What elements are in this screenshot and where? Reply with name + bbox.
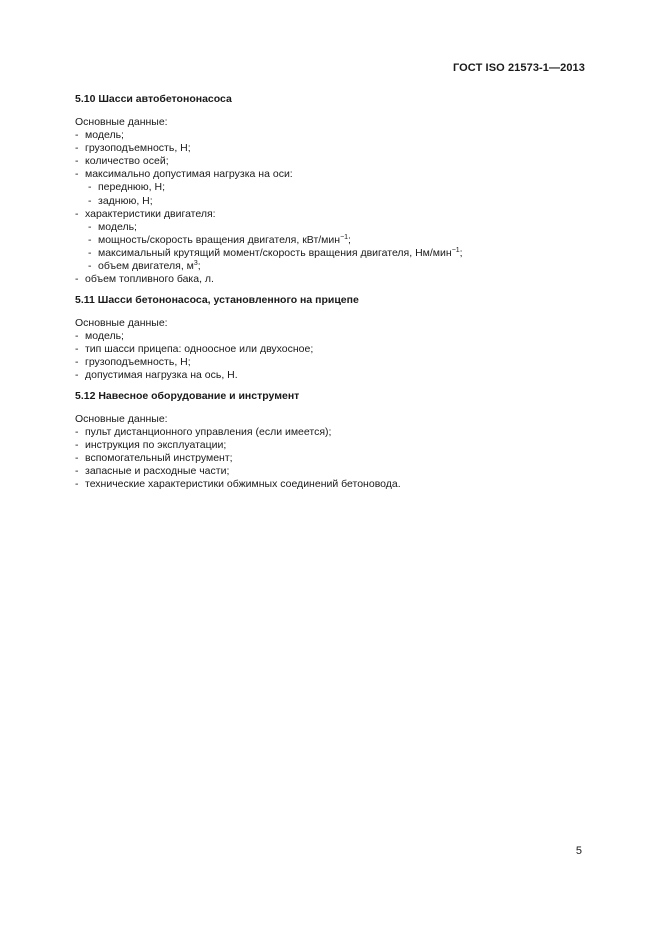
list-dash: - — [75, 465, 79, 478]
list-dash: - — [88, 194, 92, 207]
list-dash: - — [88, 181, 92, 194]
list-item-text: мощность/скорость вращения двигателя, кВт/мин — [98, 233, 341, 246]
list-item — [75, 465, 595, 478]
list-item-text: характеристики двигателя: — [85, 207, 216, 220]
list-item — [75, 208, 595, 273]
data-list — [75, 426, 595, 491]
sub-list — [75, 181, 595, 207]
section-5-11 — [75, 294, 595, 382]
list-dash: - — [75, 356, 79, 369]
list-item — [75, 343, 595, 356]
punctuation: ; — [459, 246, 463, 259]
punctuation: ; — [197, 260, 201, 273]
sub-list-item — [88, 260, 595, 273]
list-item — [75, 142, 595, 155]
list-item — [75, 478, 595, 491]
sub-list — [75, 221, 595, 273]
list-dash: - — [75, 155, 79, 168]
list-item-text: допустимая нагрузка на ось, Н. — [85, 369, 238, 382]
list-item-text: запасные и расходные части; — [85, 465, 230, 478]
list-item-text: технические характеристики обжимных соединений бетоновода. — [85, 478, 401, 491]
list-item — [75, 273, 595, 286]
punctuation: ; — [348, 233, 351, 246]
sub-list-item — [88, 195, 595, 208]
section-intro: Основные данные: — [75, 317, 168, 329]
list-dash: - — [75, 330, 79, 343]
list-item-text: вспомогательный инструмент; — [85, 452, 233, 465]
section-5-10 — [75, 93, 595, 286]
list-dash: - — [88, 233, 92, 246]
list-item-text: объем двигателя, м — [98, 260, 194, 273]
section-title: 5.10 Шасси автобетононасоса — [75, 93, 232, 105]
list-dash: - — [75, 369, 79, 382]
list-item-text: тип шасси прицепа: одноосное или двухосное; — [85, 343, 314, 356]
list-dash: - — [75, 142, 79, 155]
section-intro: Основные данные: — [75, 116, 168, 128]
list-dash: - — [75, 129, 79, 142]
list-dash: - — [88, 220, 92, 233]
list-item — [75, 452, 595, 465]
list-item-text: заднюю, Н; — [98, 194, 153, 207]
sub-list-item — [88, 234, 595, 247]
superscript: −1 — [451, 246, 460, 254]
list-dash: - — [75, 439, 79, 452]
list-item-text: объем топливного бака, л. — [85, 273, 214, 286]
list-item-text: модель; — [98, 220, 137, 233]
list-item-text: пульт дистанционного управления (если имеется); — [85, 426, 332, 439]
list-dash: - — [75, 207, 79, 220]
list-dash: - — [75, 168, 79, 181]
list-item-text: максимально допустимая нагрузка на оси: — [85, 168, 293, 181]
list-item — [75, 356, 595, 369]
page-number: 5 — [575, 845, 582, 857]
list-item-text: модель; — [85, 129, 124, 142]
list-item-text: максимальный крутящий момент/скорость вращения двигателя, Нм/мин — [98, 246, 452, 259]
list-item — [75, 155, 595, 168]
list-dash: - — [88, 246, 92, 259]
superscript: 3 — [193, 260, 198, 268]
data-list — [75, 330, 595, 382]
list-item-text: грузоподъемность, Н; — [85, 142, 191, 155]
section-title: 5.12 Навесное оборудование и инструмент — [75, 390, 300, 402]
superscript: −1 — [340, 233, 349, 241]
section-intro: Основные данные: — [75, 413, 168, 425]
list-item — [75, 426, 595, 439]
list-item-text: количество осей; — [85, 155, 169, 168]
list-item-text: модель; — [85, 330, 124, 343]
data-list — [75, 129, 595, 286]
list-item — [75, 439, 595, 452]
sub-list-item — [88, 181, 595, 194]
list-item — [75, 330, 595, 343]
list-item — [75, 129, 595, 142]
list-dash: - — [75, 452, 79, 465]
list-dash: - — [75, 478, 79, 491]
list-dash: - — [75, 343, 79, 356]
list-item-text: грузоподъемность, Н; — [85, 356, 191, 369]
section-title: 5.11 Шасси бетононасоса, установленного на прицепе — [75, 294, 359, 306]
sub-list-item — [88, 221, 595, 234]
document-code-header: ГОСТ ISO 21573-1—2013 — [452, 62, 585, 74]
list-dash: - — [88, 260, 92, 273]
sub-list-item — [88, 247, 595, 260]
list-item-text: инструкция по эксплуатации; — [85, 439, 227, 452]
list-item — [75, 369, 595, 382]
list-item-text: переднюю, Н; — [98, 181, 165, 194]
list-item — [75, 168, 595, 207]
section-5-12 — [75, 390, 595, 492]
list-dash: - — [75, 426, 79, 439]
list-dash: - — [75, 273, 79, 286]
